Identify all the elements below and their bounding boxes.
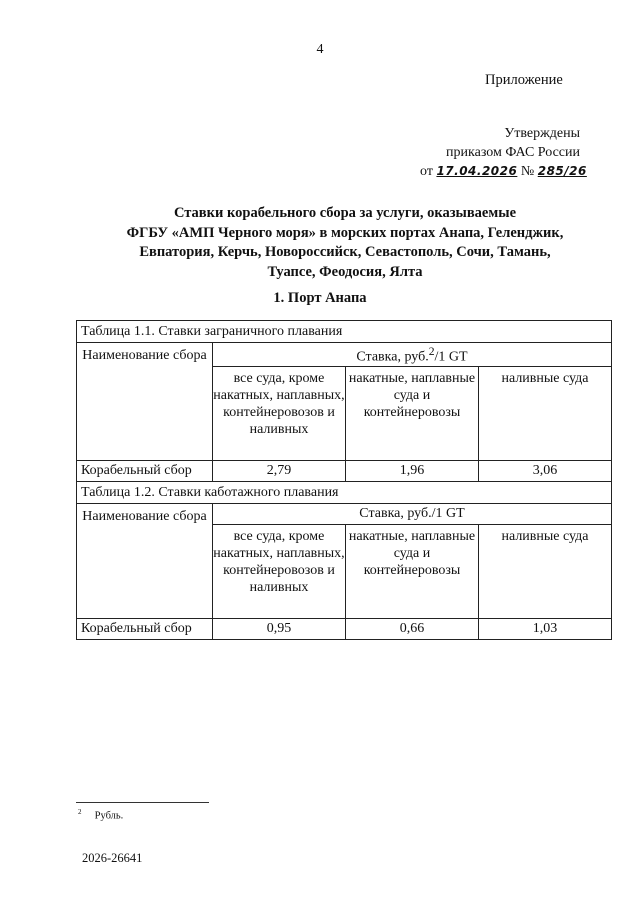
subheader-roro-container: накатные, наплавные суда и контейнеровозы	[346, 366, 479, 460]
subheader-general-vessels: все суда, кроме накатных, наплавных, контейнеровозов и наливных	[213, 366, 346, 460]
footnote-ref: 2	[428, 345, 435, 358]
handwritten-order-number: 285/26	[537, 164, 587, 178]
rate-header-text: Ставка, руб.	[356, 349, 429, 365]
subheader-tankers: наливные суда	[479, 524, 612, 618]
rate-header-unit: /1 GT	[431, 506, 465, 522]
appendix-label: Приложение	[485, 72, 563, 88]
column-header-fee-name: Наименование сбора	[77, 343, 213, 461]
value-cell: 3,06	[479, 460, 612, 481]
footnote-text: Рубль.	[94, 810, 124, 822]
rate-header-unit: /1 GT	[434, 349, 468, 365]
footnote-marker: 2	[78, 808, 82, 816]
date-prefix: от	[420, 164, 433, 179]
subheader-roro-container: накатные, наплавные суда и контейнеровозы	[346, 524, 479, 618]
table-caption: Таблица 1.1. Ставки заграничного плавания	[77, 321, 612, 343]
document-title	[100, 204, 590, 282]
title-line: Туапсе, Феодосия, Ялта	[267, 263, 423, 280]
subheader-tankers: наливные суда	[479, 366, 612, 460]
value-cell: 2,79	[213, 460, 346, 481]
footnote-divider	[76, 802, 209, 803]
page-number: 4	[316, 42, 324, 57]
approval-line-1: Утверждены	[504, 126, 580, 141]
document-id: 2026-26641	[82, 851, 143, 865]
column-header-rate	[213, 503, 612, 524]
order-date-line	[420, 162, 587, 181]
value-cell: 0,95	[213, 618, 346, 639]
value-cell: 1,96	[346, 460, 479, 481]
rates-table-international	[76, 320, 612, 640]
value-cell: 0,66	[346, 618, 479, 639]
approval-line-2: приказом ФАС России	[446, 145, 580, 160]
row-label: Корабельный сбор	[77, 460, 213, 481]
rate-header-text: Ставка, руб.	[359, 506, 432, 522]
approval-block	[420, 124, 587, 181]
number-sign: №	[520, 164, 535, 179]
table-caption: Таблица 1.2. Ставки каботажного плавания	[77, 481, 612, 503]
handwritten-date: 17.04.2026	[436, 164, 518, 178]
footnote	[78, 808, 123, 822]
row-label: Корабельный сбор	[77, 618, 213, 639]
column-header-fee-name: Наименование сбора	[77, 503, 213, 618]
column-header-rate	[213, 343, 612, 367]
title-line: Ставки корабельного сбора за услуги, оказываемые	[173, 205, 517, 221]
subheader-general-vessels: все суда, кроме накатных, наплавных, контейнеровозов и наливных	[213, 524, 346, 618]
value-cell: 1,03	[479, 618, 612, 639]
title-line: Евпатория, Керчь, Новороссийск, Севастополь, Сочи, Тамань,	[139, 244, 551, 260]
title-line: ФГБУ «АМП Черного моря» в морских портах Анапа, Геленджик,	[126, 224, 564, 241]
section-title: 1. Порт Анапа	[273, 290, 367, 306]
